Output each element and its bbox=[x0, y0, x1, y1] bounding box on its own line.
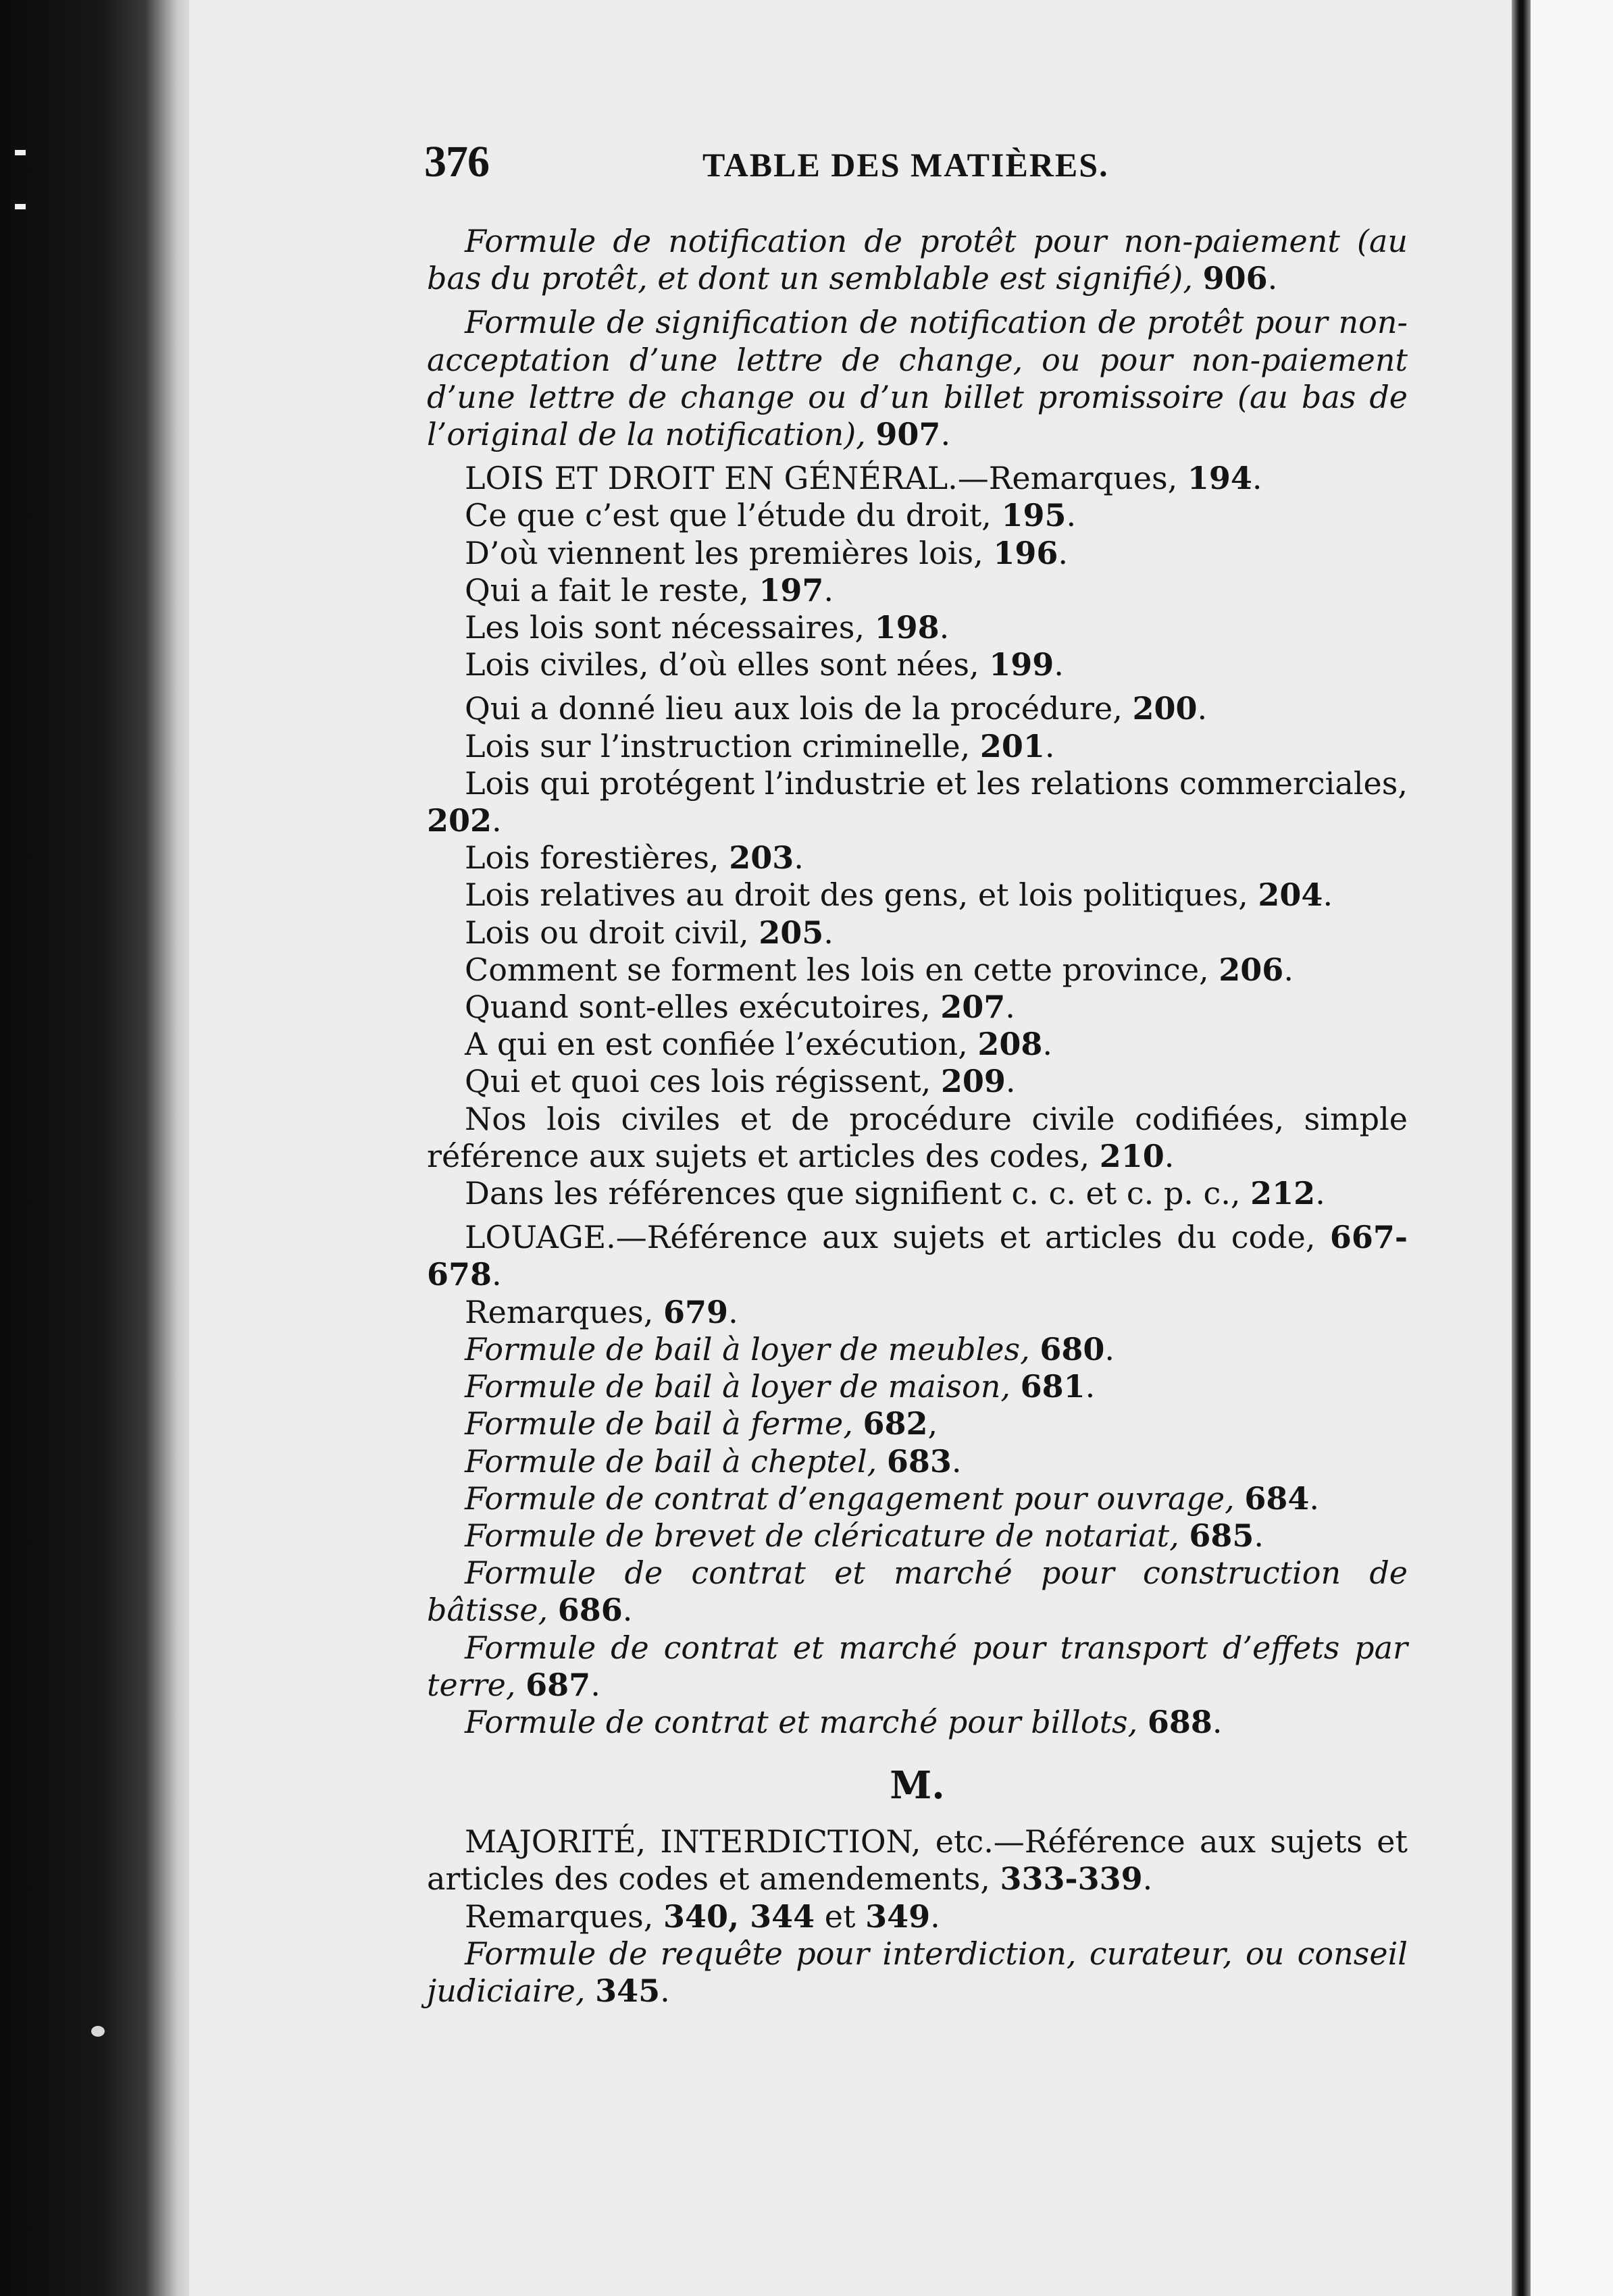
entry-punct: . bbox=[1164, 1137, 1175, 1174]
entry-text: —Remarques, bbox=[957, 460, 1178, 497]
binding-shadow bbox=[0, 0, 203, 2296]
entry-punct: . bbox=[1283, 951, 1294, 988]
entry-punct: . bbox=[1044, 727, 1055, 764]
entry-formula: Formule de requête pour interdiction, curateur, ou conseil judiciaire, bbox=[427, 1935, 1408, 2009]
entry-reference: 210 bbox=[1099, 1137, 1164, 1174]
entry-formula: Formule de notification de protêt pour non-paiement (au bas du protêt, et dont un semblable est signifié), bbox=[427, 223, 1408, 297]
running-header bbox=[424, 135, 1167, 189]
entry-reference: 204 bbox=[1258, 877, 1323, 914]
entry-punct: . bbox=[492, 802, 502, 839]
entry-punct: . bbox=[823, 571, 834, 608]
smudge bbox=[91, 2026, 105, 2037]
index-entry bbox=[427, 1063, 1408, 1100]
index-entry bbox=[427, 1517, 1408, 1555]
entry-reference: 199 bbox=[989, 646, 1054, 683]
entry-reference: 209 bbox=[940, 1063, 1006, 1100]
entry-punct: . bbox=[1309, 1480, 1319, 1517]
entry-reference: 688 bbox=[1147, 1703, 1212, 1740]
entry-reference: 207 bbox=[940, 989, 1006, 1026]
index-entry bbox=[427, 1704, 1408, 1741]
entry-text: Remarques, bbox=[465, 1898, 654, 1935]
index-entry bbox=[427, 1898, 1408, 1935]
entry-punct: . bbox=[940, 416, 951, 453]
index-entry bbox=[427, 1629, 1408, 1704]
entry-punct: . bbox=[1323, 877, 1333, 914]
entry-formula: Formule de contrat et marché pour construction de bâtisse, bbox=[427, 1555, 1408, 1629]
entry-text: Quand sont-elles exécutoires, bbox=[465, 989, 931, 1026]
entry-punct: . bbox=[1142, 1860, 1153, 1898]
entry-punct: . bbox=[823, 914, 834, 951]
entry-reference: 194 bbox=[1187, 460, 1252, 497]
entry-punct: . bbox=[728, 1293, 738, 1330]
entry-text: Nos lois civiles et de procédure civile codifiées, simple référence aux sujets et articles des codes, bbox=[427, 1100, 1408, 1174]
entry-punct: . bbox=[951, 1442, 962, 1480]
index-entry bbox=[427, 535, 1408, 572]
entry-formula: Formule de contrat d’engagement pour ouvrage, bbox=[465, 1480, 1235, 1517]
index-entry bbox=[427, 1294, 1408, 1331]
index-entry bbox=[427, 877, 1408, 914]
entry-reference: 679 bbox=[663, 1293, 729, 1330]
entry-reference: 202 bbox=[427, 802, 492, 839]
entry-text: Lois sur l’instruction criminelle, bbox=[465, 727, 971, 764]
entry-punct: . bbox=[1252, 460, 1262, 497]
entry-punct: . bbox=[1058, 534, 1069, 571]
entry-punct: . bbox=[660, 1972, 670, 2009]
index-entry bbox=[427, 914, 1408, 951]
entry-reference: 907 bbox=[875, 416, 941, 453]
entry-heading: LOUAGE. bbox=[465, 1219, 616, 1256]
entry-reference: 198 bbox=[874, 609, 940, 646]
entry-reference: 906 bbox=[1202, 260, 1268, 297]
entry-formula: Formule de brevet de cléricature de notariat, bbox=[465, 1517, 1179, 1554]
right-margin bbox=[1531, 0, 1613, 2296]
entry-reference: 203 bbox=[729, 839, 794, 877]
entry-text: Comment se forment les lois en cette province, bbox=[465, 951, 1209, 988]
entry-reference: 201 bbox=[979, 727, 1045, 764]
entry-text: D’où viennent les premières lois, bbox=[465, 534, 983, 571]
entry-text: Qui a donné lieu aux lois de la procédure, bbox=[465, 690, 1123, 727]
index-entry bbox=[427, 690, 1408, 727]
entry-formula: Formule de bail à loyer de meubles, bbox=[465, 1330, 1030, 1367]
entry-reference: 195 bbox=[1001, 497, 1067, 534]
entry-reference: 687 bbox=[526, 1666, 591, 1703]
entry-punct: . bbox=[939, 609, 950, 646]
index-entry bbox=[427, 572, 1408, 609]
index-entry bbox=[427, 646, 1408, 683]
entry-reference: 684 bbox=[1244, 1480, 1310, 1517]
entry-punct: . bbox=[1315, 1175, 1325, 1212]
entry-punct: . bbox=[622, 1592, 633, 1629]
entry-punct: . bbox=[1054, 646, 1064, 683]
entry-reference: 680 bbox=[1040, 1330, 1105, 1367]
entry-reference: 682 bbox=[863, 1405, 928, 1442]
entry-punct: . bbox=[1066, 497, 1077, 534]
index-entry bbox=[427, 1368, 1408, 1405]
index-entry bbox=[427, 1331, 1408, 1368]
running-title: TABLE DES MATIÈRES. bbox=[702, 146, 1109, 184]
page-edge bbox=[1512, 0, 1531, 2296]
entry-reference: 685 bbox=[1189, 1517, 1254, 1554]
entry-text: Lois relatives au droit des gens, et lois politiques, bbox=[465, 877, 1248, 914]
entry-formula: Formule de contrat et marché pour transport d’effets par terre, bbox=[427, 1629, 1408, 1703]
entry-punct: . bbox=[1104, 1330, 1115, 1367]
entry-punct: . bbox=[1005, 989, 1015, 1026]
index-entry bbox=[427, 1443, 1408, 1480]
entry-formula: Formule de bail à cheptel, bbox=[465, 1442, 877, 1480]
bleed-mark bbox=[15, 204, 26, 209]
entry-formula: Formule de signification de notification de protêt pour non-acceptation d’une lettre de change, ou pour non-paiement d’une lettre de change ou d’un billet promissoire (au bas de l’original de la notification), bbox=[427, 304, 1408, 453]
entry-reference: 667-678 bbox=[427, 1219, 1408, 1293]
index-entry bbox=[427, 1935, 1408, 2010]
index-entry bbox=[427, 728, 1408, 765]
index-entry bbox=[427, 1555, 1408, 1629]
entry-punct: . bbox=[1005, 1063, 1016, 1100]
entry-text: Qui et quoi ces lois régissent, bbox=[465, 1063, 931, 1100]
index-entry bbox=[427, 1480, 1408, 1517]
entry-reference: 345 bbox=[595, 1972, 661, 2009]
entry-punct: . bbox=[1085, 1368, 1096, 1405]
entry-reference: 197 bbox=[759, 571, 824, 608]
entry-reference: 349 bbox=[865, 1898, 931, 1935]
section-letter: M. bbox=[890, 1763, 945, 1808]
entry-punct: . bbox=[930, 1898, 940, 1935]
entry-text: Lois ou droit civil, bbox=[465, 914, 749, 951]
entry-punct: . bbox=[1042, 1026, 1053, 1063]
index-entries-m bbox=[427, 1823, 1408, 2010]
entry-text: A qui en est confiée l’exécution, bbox=[465, 1026, 968, 1063]
entry-formula: Formule de bail à loyer de maison, bbox=[465, 1368, 1010, 1405]
entry-punct: . bbox=[492, 1256, 502, 1293]
entry-formula: Formule de contrat et marché pour billots, bbox=[465, 1703, 1138, 1740]
entry-reference: 200 bbox=[1132, 690, 1198, 727]
entry-punct: . bbox=[1212, 1703, 1223, 1740]
index-content bbox=[427, 223, 1408, 2010]
entry-text: Lois forestières, bbox=[465, 839, 719, 877]
entry-reference: 205 bbox=[759, 914, 824, 951]
index-entry bbox=[427, 765, 1408, 839]
index-entry bbox=[427, 839, 1408, 877]
entry-reference: 206 bbox=[1219, 951, 1284, 988]
entry-conjunction: et bbox=[815, 1898, 866, 1935]
entry-text: Lois qui protégent l’industrie et les relations commerciales, bbox=[465, 764, 1408, 802]
entry-reference: 333-339 bbox=[1000, 1860, 1143, 1898]
index-entry bbox=[427, 460, 1408, 497]
index-entry bbox=[427, 223, 1408, 297]
entry-heading: MAJORITÉ, INTERDICTION, bbox=[465, 1823, 921, 1860]
entry-reference: 340, 344 bbox=[663, 1898, 815, 1935]
entry-text: Ce que c’est que l’étude du droit, bbox=[465, 497, 992, 534]
index-entry bbox=[427, 1101, 1408, 1175]
entry-reference: 208 bbox=[977, 1026, 1043, 1063]
entry-reference: 681 bbox=[1020, 1368, 1085, 1405]
entry-text: Remarques, bbox=[465, 1293, 654, 1330]
page-number: 376 bbox=[424, 137, 489, 186]
index-entry bbox=[427, 1405, 1408, 1442]
entry-punct: . bbox=[1267, 260, 1278, 297]
entry-text: Les lois sont nécessaires, bbox=[465, 609, 865, 646]
entry-reference: 196 bbox=[993, 534, 1058, 571]
index-entry bbox=[427, 609, 1408, 646]
index-entry bbox=[427, 497, 1408, 534]
entry-text: Dans les références que signifient c. c. et c. p. c., bbox=[465, 1175, 1241, 1212]
entry-reference: 686 bbox=[557, 1592, 623, 1629]
index-entry bbox=[427, 1823, 1408, 1898]
index-entries bbox=[427, 223, 1408, 1741]
entry-formula: Formule de bail à ferme, bbox=[465, 1405, 853, 1442]
entry-text: Qui a fait le reste, bbox=[465, 571, 749, 608]
entry-punct: . bbox=[794, 839, 804, 877]
entry-punct: . bbox=[1254, 1517, 1264, 1554]
entry-punct: , bbox=[927, 1405, 938, 1442]
index-entry bbox=[427, 1219, 1408, 1293]
entry-text: —Référence aux sujets et articles du code, bbox=[615, 1219, 1316, 1256]
entry-punct: . bbox=[1197, 690, 1208, 727]
entry-reference: 683 bbox=[886, 1442, 952, 1480]
index-entry bbox=[427, 304, 1408, 453]
entry-text: etc.—Référence aux sujets et articles des codes et amendements, bbox=[427, 1823, 1408, 1898]
index-entry bbox=[427, 951, 1408, 989]
bleed-mark bbox=[15, 150, 26, 155]
index-entry bbox=[427, 989, 1408, 1026]
index-entry bbox=[427, 1175, 1408, 1212]
entry-heading: LOIS ET DROIT EN GÉNÉRAL. bbox=[465, 460, 958, 497]
entry-punct: . bbox=[590, 1666, 600, 1703]
index-entry bbox=[427, 1026, 1408, 1063]
entry-text: Lois civiles, d’où elles sont nées, bbox=[465, 646, 979, 683]
entry-reference: 212 bbox=[1250, 1175, 1316, 1212]
